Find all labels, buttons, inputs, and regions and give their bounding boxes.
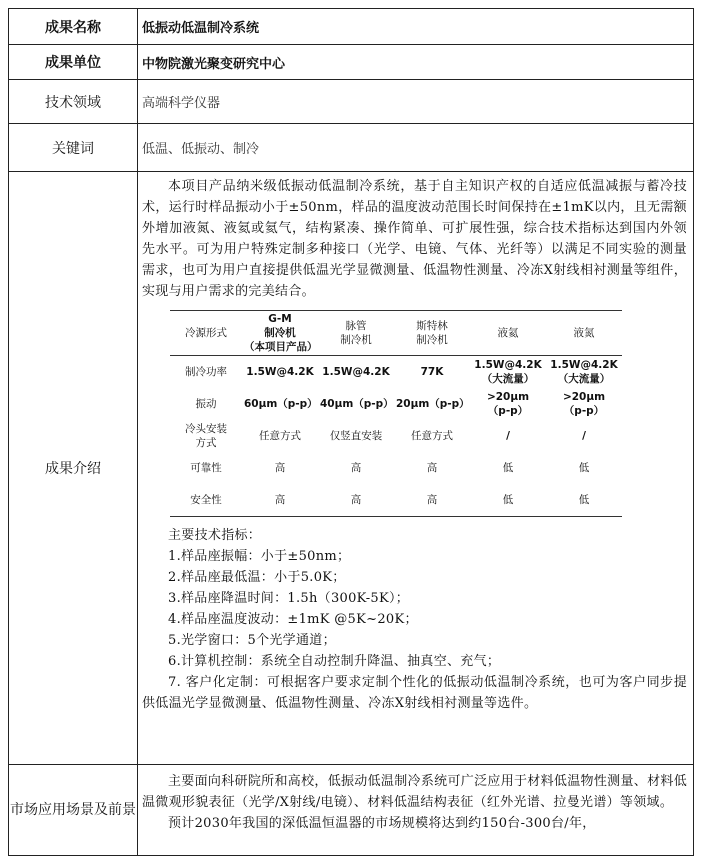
comparison-cell: 高 bbox=[274, 462, 286, 474]
market-paragraph-2: 预计2030年我国的深低温恒温器的市场规模将达到约150台-300台/年， bbox=[168, 816, 596, 831]
comparison-row bbox=[170, 388, 622, 420]
comparison-header-cell: 冷源形式 bbox=[185, 327, 227, 339]
intro-paragraph: 本项目产品纳米级低振动低温制冷系统，基于自主知识产权的自适应低温减振与蓄冷技术，运行时样品振动小于±50nm，样品的温度波动范围长时间保持在±1mK以内，且无需额外增加液氮、液氦或氦气，结构紧凑、操作简单、可扩展性强，综合技术指标达到国内外领先水平。可为用户特殊定制多种接口（光学、电镜、气体、光纤等）以满足不同实验的测量需求，也可为用户直接提供低温光学显微测量、低温物性测量、冷冻X射线相衬测量等组件，实现与用户需求的完美结合。 bbox=[142, 179, 687, 299]
comparison-cell: >20μm （p-p） bbox=[486, 391, 530, 417]
comparison-row bbox=[170, 452, 622, 484]
spec-item: 2.样品座最低温：小于5.0K； bbox=[168, 570, 346, 585]
keywords-value: 低温、低振动、制冷 bbox=[138, 124, 694, 172]
unit-value: 中物院激光聚变研究中心 bbox=[138, 45, 694, 80]
comparison-cell: 40μm（p-p） bbox=[320, 398, 394, 410]
spec-list bbox=[142, 525, 687, 714]
spec-item: 3.样品座降温时间：1.5h（300K-5K）； bbox=[168, 591, 410, 606]
comparison-cell: 低 bbox=[502, 462, 514, 474]
comparison-header-cell: G-M 制冷机 （本项目产品） bbox=[244, 313, 318, 353]
row-name bbox=[9, 9, 694, 45]
market-content bbox=[138, 765, 694, 856]
comparison-cell: 77K bbox=[420, 366, 444, 378]
comparison-cell: 高 bbox=[426, 462, 438, 474]
comparison-cell: 仅竖直安装 bbox=[329, 430, 383, 442]
intro-content bbox=[138, 172, 694, 765]
spec-item: 6.计算机控制：系统全自动控制升降温、抽真空、充气； bbox=[168, 654, 501, 669]
comparison-cell: 高 bbox=[274, 494, 286, 506]
comparison-header-row bbox=[170, 311, 622, 356]
comparison-cell: 低 bbox=[578, 462, 590, 474]
row-intro bbox=[9, 172, 694, 765]
comparison-cell: / bbox=[582, 430, 586, 442]
comparison-cell: 任意方式 bbox=[411, 430, 453, 442]
market-paragraph-1: 主要面向科研院所和高校，低振动低温制冷系统可广泛应用于材料低温物性测量、材料低温微观形貌表征（光学/X射线/电镜）、材料低温结构表征（红外光谱、拉曼光谱）等领域。 bbox=[142, 774, 687, 810]
market-label: 市场应用场景及前景 bbox=[9, 765, 138, 856]
name-label: 成果名称 bbox=[9, 9, 138, 45]
spec-item: 4.样品座温度波动：±1mK @5K~20K； bbox=[168, 612, 418, 627]
comparison-row-label: 可靠性 bbox=[190, 462, 222, 474]
spec-item: 5.光学窗口：5个光学通道； bbox=[168, 633, 336, 648]
cooling-comparison-table bbox=[170, 310, 622, 517]
comparison-row-label: 制冷功率 bbox=[185, 366, 227, 378]
comparison-cell: 1.5W@4.2K bbox=[322, 366, 390, 378]
unit-label: 成果单位 bbox=[9, 45, 138, 80]
comparison-cell: 低 bbox=[502, 494, 514, 506]
comparison-cell: 1.5W@4.2K （大流量） bbox=[550, 359, 618, 385]
row-market bbox=[9, 765, 694, 856]
row-keywords bbox=[9, 124, 694, 172]
comparison-cell: 1.5W@4.2K （大流量） bbox=[474, 359, 542, 385]
comparison-cell: 60μm（p-p） bbox=[244, 398, 318, 410]
field-label: 技术领域 bbox=[9, 80, 138, 124]
comparison-row-label: 安全性 bbox=[190, 494, 222, 506]
achievement-table bbox=[8, 8, 694, 856]
comparison-header-cell: 液氮 bbox=[573, 327, 595, 339]
comparison-cell: 20μm（p-p） bbox=[396, 398, 470, 410]
spec-item-custom: 7. 客户化定制：可根据客户要求定制个性化的低振动低温制冷系统，也可为客户同步提供低温光学显微测量、低温物性测量、冷冻X射线相衬测量等选件。 bbox=[142, 675, 687, 711]
comparison-cell: 低 bbox=[578, 494, 590, 506]
comparison-row-label: 振动 bbox=[195, 398, 217, 410]
intro-label: 成果介绍 bbox=[9, 172, 138, 765]
comparison-cell: 高 bbox=[350, 494, 362, 506]
comparison-cell: >20μm （p-p） bbox=[562, 391, 606, 417]
field-value: 高端科学仪器 bbox=[138, 80, 694, 124]
comparison-header-cell: 斯特林 制冷机 bbox=[416, 320, 448, 346]
comparison-cell: 高 bbox=[350, 462, 362, 474]
spec-title: 主要技术指标： bbox=[168, 528, 262, 543]
comparison-cell: 1.5W@4.2K bbox=[246, 366, 314, 378]
comparison-cell: 高 bbox=[426, 494, 438, 506]
comparison-row bbox=[170, 356, 622, 389]
keywords-label: 关键词 bbox=[9, 124, 138, 172]
comparison-header-cell: 脉管 制冷机 bbox=[340, 320, 372, 346]
comparison-cell: 任意方式 bbox=[259, 430, 301, 442]
comparison-header-cell: 液氦 bbox=[497, 327, 519, 339]
row-unit bbox=[9, 45, 694, 80]
comparison-cell: / bbox=[506, 430, 510, 442]
comparison-row bbox=[170, 484, 622, 517]
comparison-row bbox=[170, 420, 622, 452]
comparison-row-label: 冷头安装 方式 bbox=[185, 423, 227, 449]
name-value: 低振动低温制冷系统 bbox=[138, 9, 694, 45]
row-field bbox=[9, 80, 694, 124]
spec-item: 1.样品座振幅：小于±50nm； bbox=[168, 549, 351, 564]
